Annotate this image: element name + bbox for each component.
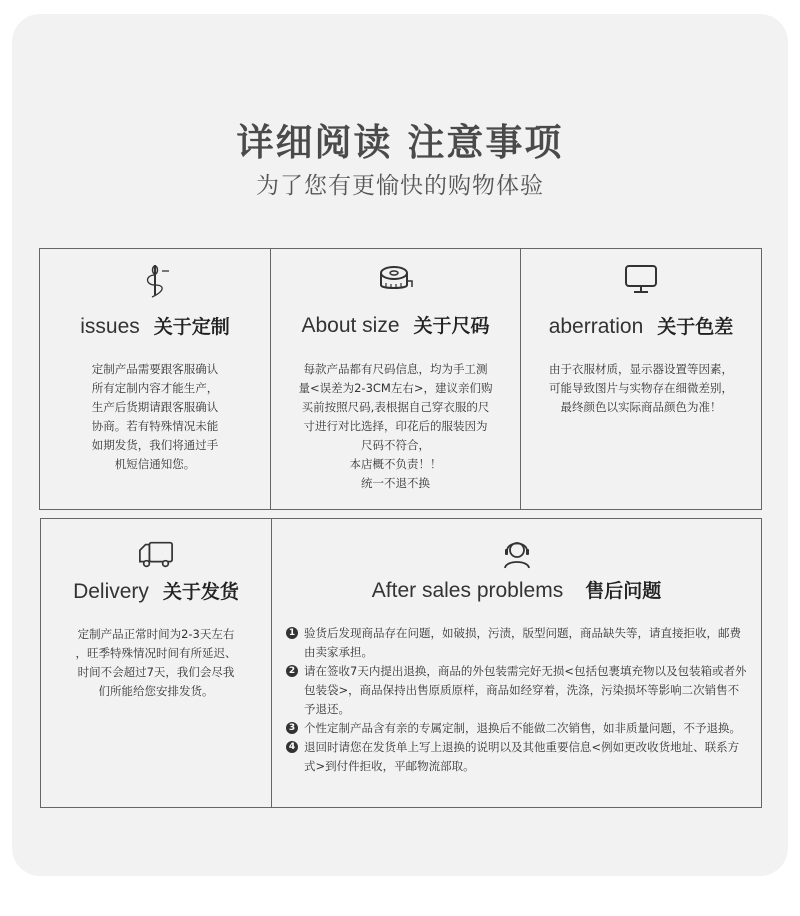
list-item-text: 个性定制产品含有亲的专属定制，退换后不能做二次销售，如非质量问题，不予退换。	[304, 721, 741, 735]
delivery-line: 时间不会超过7天，我们会尽我	[77, 665, 235, 679]
delivery-heading-en: Delivery	[73, 580, 149, 603]
after-sales-box	[271, 518, 762, 808]
tape-measure-icon	[378, 261, 414, 297]
delivery-line: ，旺季特殊情况时间有所延迟、	[75, 646, 237, 660]
customer-service-icon	[499, 535, 535, 571]
size-heading-en: About size	[301, 314, 400, 337]
aberration-line: 可能导致图片与实物存在细微差别，	[549, 381, 733, 395]
page-title: 详细阅读 注意事项	[236, 121, 564, 164]
size-line: 尺码不符合，	[361, 438, 430, 452]
number-badge: 2	[286, 665, 298, 677]
monitor-icon	[623, 261, 659, 297]
issues-line: 机短信通知您。	[114, 457, 196, 471]
delivery-box	[40, 518, 272, 808]
delivery-body	[53, 625, 259, 701]
issues-body	[52, 360, 258, 474]
after-sales-list	[286, 624, 747, 776]
delivery-heading-cn: 关于发货	[162, 581, 239, 603]
issues-line: 生产后货期请跟客服确认	[91, 400, 219, 414]
delivery-heading	[41, 577, 271, 608]
size-heading	[271, 311, 520, 342]
issues-heading-en: issues	[80, 315, 140, 338]
size-line: 寸进行对比选择，印花后的服装因为	[303, 419, 488, 433]
size-heading-cn: 关于尺码	[413, 315, 490, 337]
aberration-line: 由于衣服材质，显示器设置等因素，	[549, 362, 733, 376]
number-badge: 3	[286, 722, 298, 734]
delivery-line: 们所能给您安排发货。	[98, 684, 214, 698]
aberration-heading-cn: 关于色差	[657, 316, 734, 338]
issues-line: 所有定制内容才能生产，	[91, 381, 219, 395]
size-line: 本店概不负责！！	[349, 457, 442, 471]
list-item-text: 退回时请您在发货单上写上退换的说明以及其他重要信息<例如更改收货地址、联系方式>到付件拒收，平邮物流部取。	[304, 740, 740, 773]
number-badge: 4	[286, 741, 298, 753]
aberration-body	[533, 360, 749, 417]
issues-line: 协商。若有特殊情况未能	[91, 419, 219, 433]
aberration-line: 最终颜色以实际商品颜色为准！	[560, 400, 722, 414]
list-item-text: 验货后发现商品存在问题，如破损，污渍，版型问题，商品缺失等，请直接拒收，邮费由卖家承担。	[304, 626, 741, 659]
size-line: 量<误差为2-3CM左右>，建议亲们购	[298, 381, 493, 395]
list-item	[286, 738, 747, 776]
size-box	[270, 248, 521, 510]
issues-line: 如期发货，我们将通过手	[91, 438, 219, 452]
truck-icon	[138, 537, 174, 573]
size-line: 每款产品都有尺码信息，均为手工测	[303, 362, 488, 376]
issues-box	[39, 248, 271, 510]
after-sales-heading-cn: 售后问题	[585, 580, 662, 602]
needle-thread-icon	[137, 263, 173, 299]
after-sales-heading	[272, 576, 761, 607]
list-item	[286, 624, 747, 662]
issues-heading-cn: 关于定制	[153, 316, 230, 338]
size-line: 统一不退不换	[361, 476, 430, 490]
list-item	[286, 719, 747, 738]
aberration-box	[520, 248, 762, 510]
list-item-text: 请在签收7天内提出退换，商品的外包装需完好无损<包括包裹填充物以及包装箱或者外包装袋>，商品保持出售原质原样，商品如经穿着，洗涤，污染损坏等影响二次销售不予退还。	[304, 664, 747, 716]
number-badge: 1	[286, 627, 298, 639]
size-line: 买前按照尺码,表根据自己穿衣服的尺	[301, 400, 490, 414]
issues-line: 定制产品需要跟客服确认	[91, 362, 219, 376]
size-body	[283, 360, 508, 493]
aberration-heading-en: aberration	[548, 315, 644, 338]
list-item	[286, 662, 747, 719]
delivery-line: 定制产品正常时间为2-3天左右	[77, 627, 235, 641]
issues-heading	[40, 312, 270, 343]
page-subtitle: 为了您有更愉快的购物体验	[256, 173, 544, 199]
aberration-heading	[521, 312, 761, 343]
after-sales-heading-en: After sales problems	[371, 579, 564, 602]
